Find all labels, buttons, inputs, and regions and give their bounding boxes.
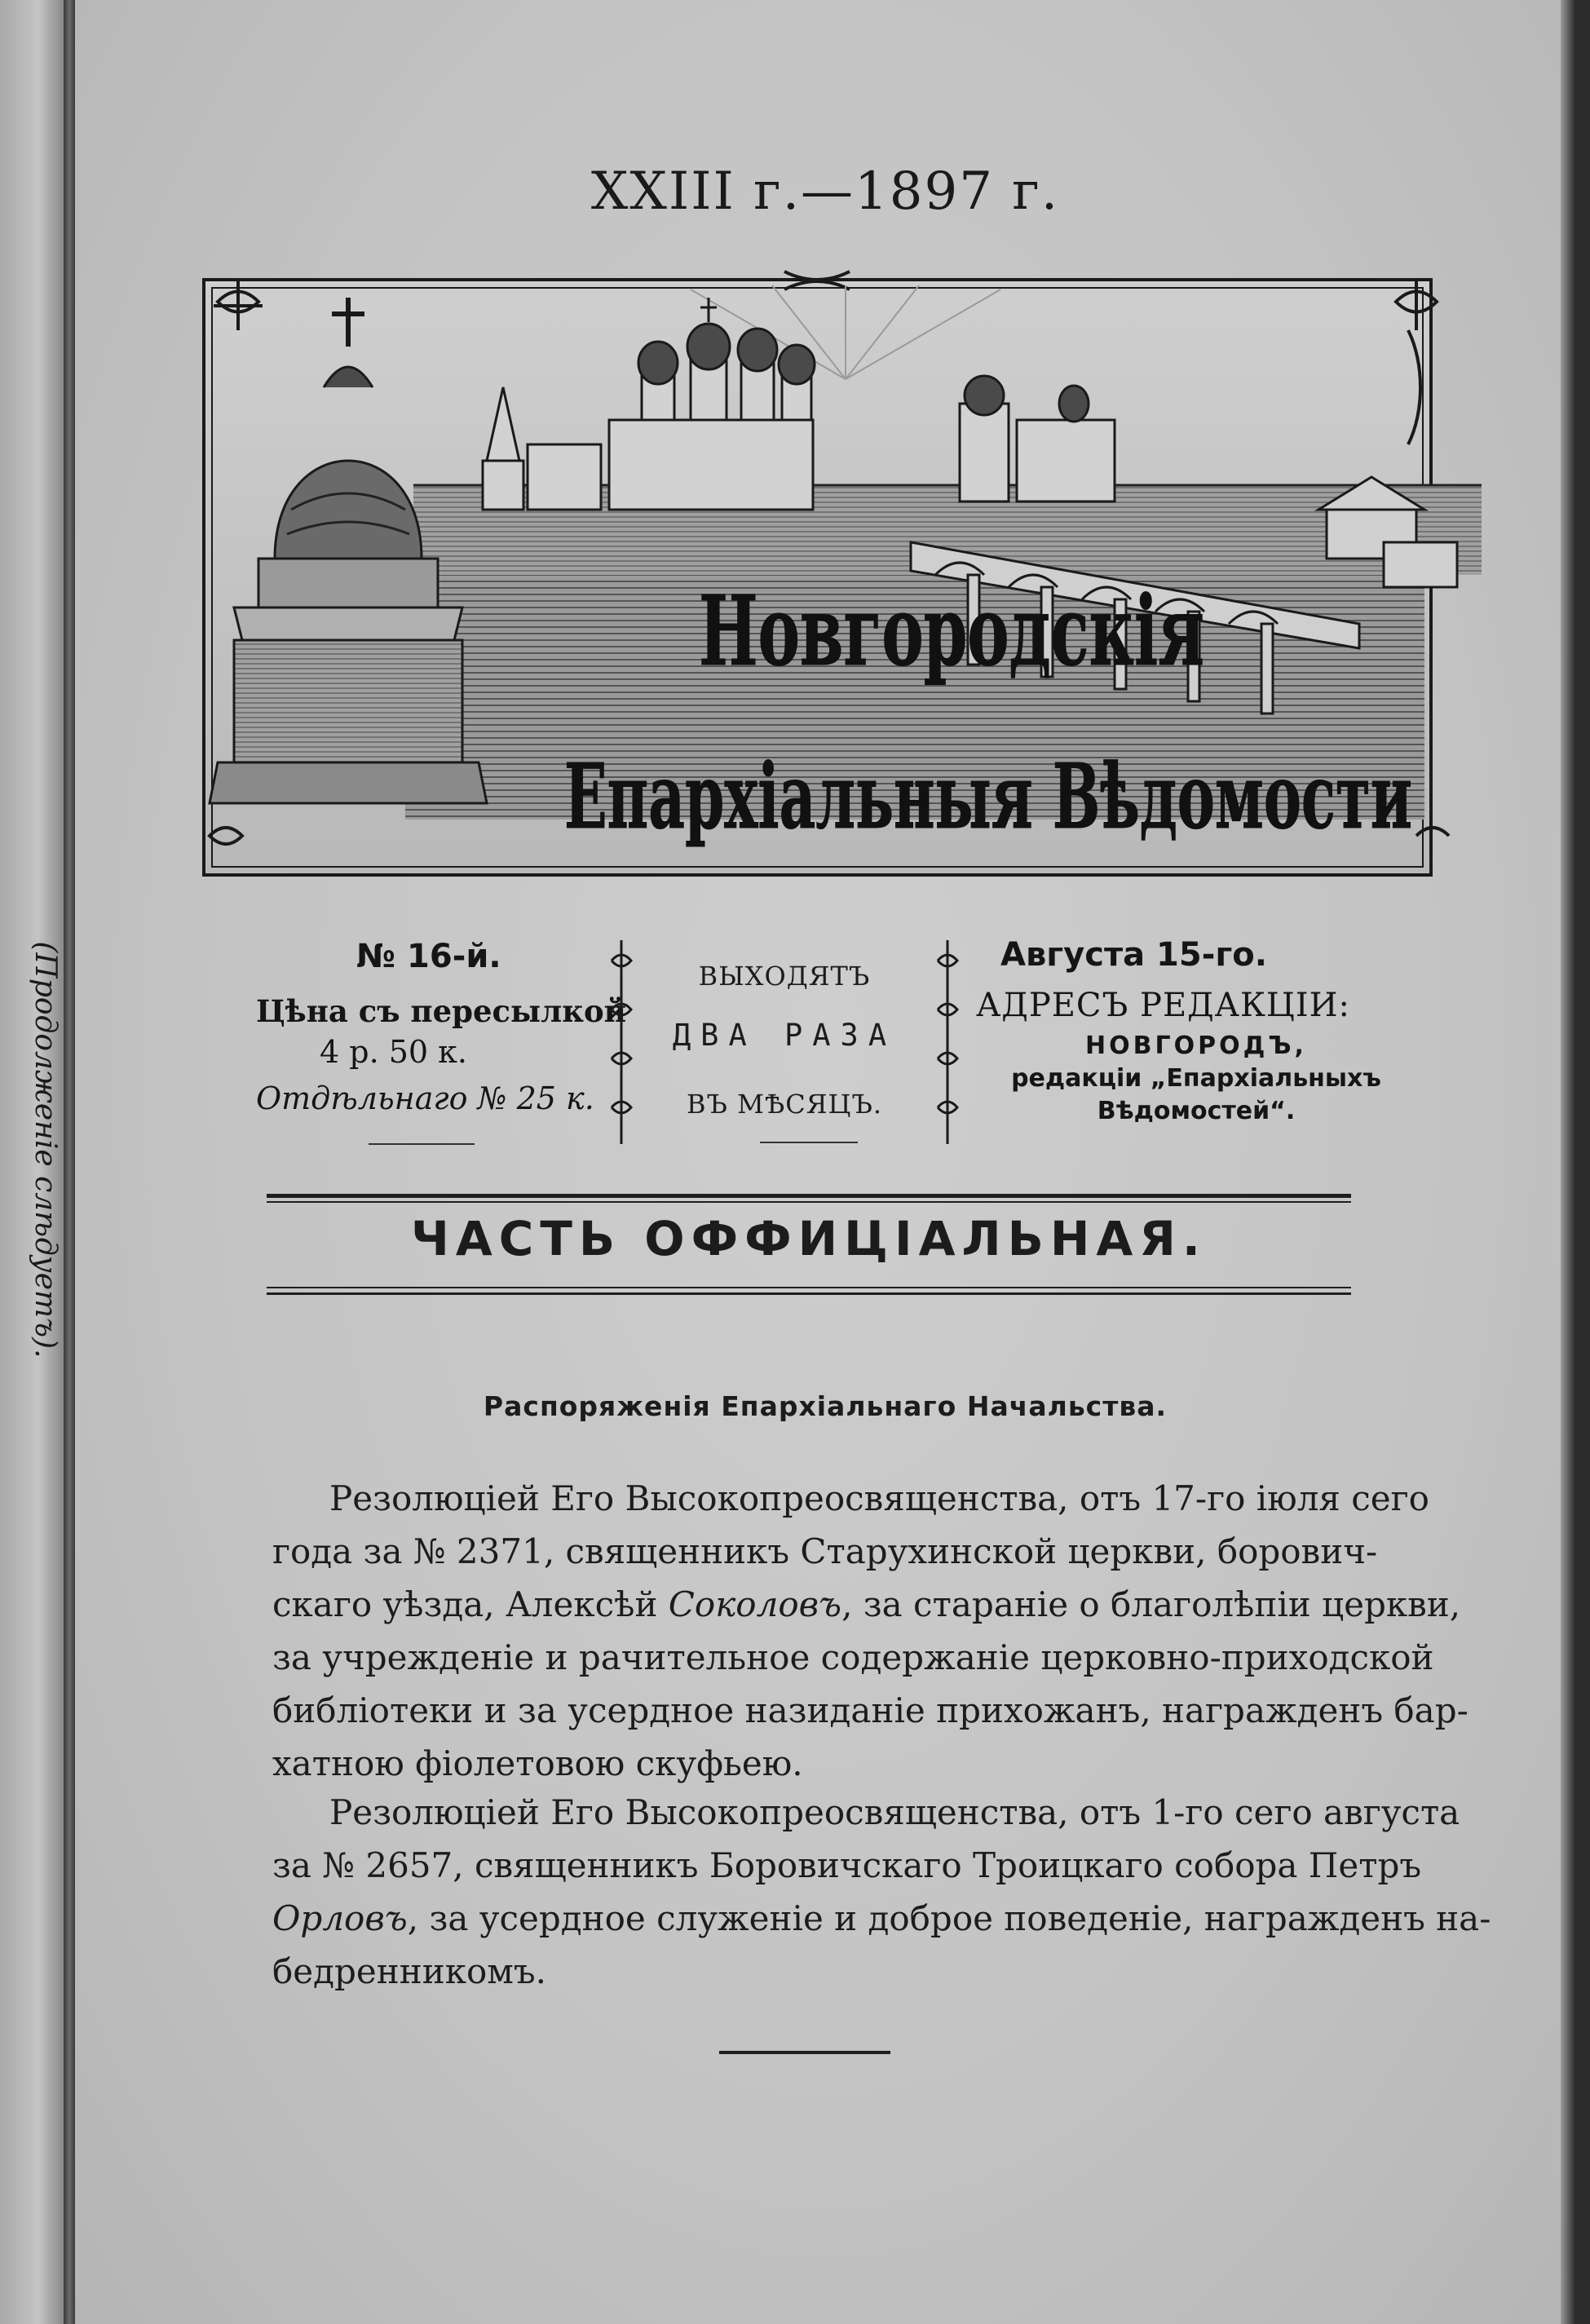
masthead-title-line1: Новгородскія xyxy=(699,574,1204,687)
subscription-price-value: 4 р. 50 к. xyxy=(320,1034,468,1070)
editorial-address-label: АДРЕСЪ РЕДАКЦІИ: xyxy=(976,987,1350,1024)
frequency-bottom: ВЪ МѢСЯЦЪ. xyxy=(686,1089,883,1120)
section-rule xyxy=(267,1201,1351,1203)
adjacent-page-strip xyxy=(0,0,64,2324)
text-line: года за № 2371, священникъ Старухинской церкви, борович- xyxy=(272,1531,1378,1571)
frequency-middle: ДВА РАЗА xyxy=(672,1018,897,1053)
margin-note-text: (Продолженіе слѣдуетъ). xyxy=(29,941,62,1359)
section-rule xyxy=(267,1292,1351,1295)
vertical-ornament-icon xyxy=(931,936,964,1148)
surname: Соколовъ xyxy=(668,1584,842,1624)
text-line: за учрежденіе и рачительное содержаніе церковно-приходской xyxy=(272,1637,1434,1677)
frequency-top: ВЫХОДЯТЪ xyxy=(698,961,871,992)
page-edge-shadow xyxy=(1561,0,1575,2324)
text-line xyxy=(272,1892,1491,1945)
subscription-price-label: Цѣна съ пересылкой xyxy=(256,993,627,1029)
paragraph xyxy=(272,1472,1469,1790)
masthead-title-line2: Епархіальныя Вѣдомости xyxy=(564,744,1412,849)
journal-page xyxy=(75,0,1575,2324)
text-run: , за усердное служеніе и доброе поведеніе, награжденъ на- xyxy=(407,1898,1491,1938)
text-line xyxy=(272,1578,1461,1631)
text-run: , за стараніе о благолѣпіи церкви, xyxy=(841,1584,1461,1624)
divider xyxy=(760,1142,858,1143)
text-line: хатною фіолетовою скуфьею. xyxy=(272,1743,803,1783)
text-run: скаго уѣзда, Алексѣй xyxy=(272,1584,669,1624)
editorial-address-line: Вѣдомостей“. xyxy=(1097,1097,1296,1125)
issue-number: № 16-й. xyxy=(356,938,501,975)
text-line: за № 2657, священникъ Боровичскаго Троицкаго собора Петръ xyxy=(272,1845,1422,1885)
issue-date: Августа 15-го. xyxy=(1000,936,1267,974)
section-rule xyxy=(267,1287,1351,1288)
text-line: Резолюціей Его Высокопреосвященства, отъ 1-го сего августа xyxy=(329,1792,1460,1832)
book-gutter xyxy=(64,0,75,2324)
section-rule xyxy=(267,1194,1351,1198)
text-line: бедренникомъ. xyxy=(272,1951,546,1991)
year-line: XXIII г.—1897 г. xyxy=(590,161,1060,222)
margin-note xyxy=(7,938,62,1362)
editorial-address-city: НОВГОРОДЪ, xyxy=(1085,1032,1307,1060)
closing-rule xyxy=(719,2051,890,2054)
masthead-engraving xyxy=(201,265,1498,885)
text-line: Резолюціей Его Высокопреосвященства, отъ 17-го іюля сего xyxy=(329,1478,1429,1518)
editorial-address-line: редакціи „Епархіальныхъ xyxy=(1011,1064,1381,1093)
divider xyxy=(369,1143,475,1145)
subsection-heading: Распоряженія Епархіальнаго Начальства. xyxy=(483,1390,1168,1422)
surname: Орловъ xyxy=(272,1898,408,1938)
vertical-ornament-icon xyxy=(605,936,638,1148)
section-title: ЧАСТЬ ОФФИЦІАЛЬНАЯ. xyxy=(411,1211,1207,1266)
single-issue-price: Отдѣльнаго № 25 к. xyxy=(256,1080,594,1116)
paragraph xyxy=(272,1786,1491,1998)
text-line: библіотеки и за усердное назиданіе прихожанъ, награжденъ бар- xyxy=(272,1690,1469,1730)
